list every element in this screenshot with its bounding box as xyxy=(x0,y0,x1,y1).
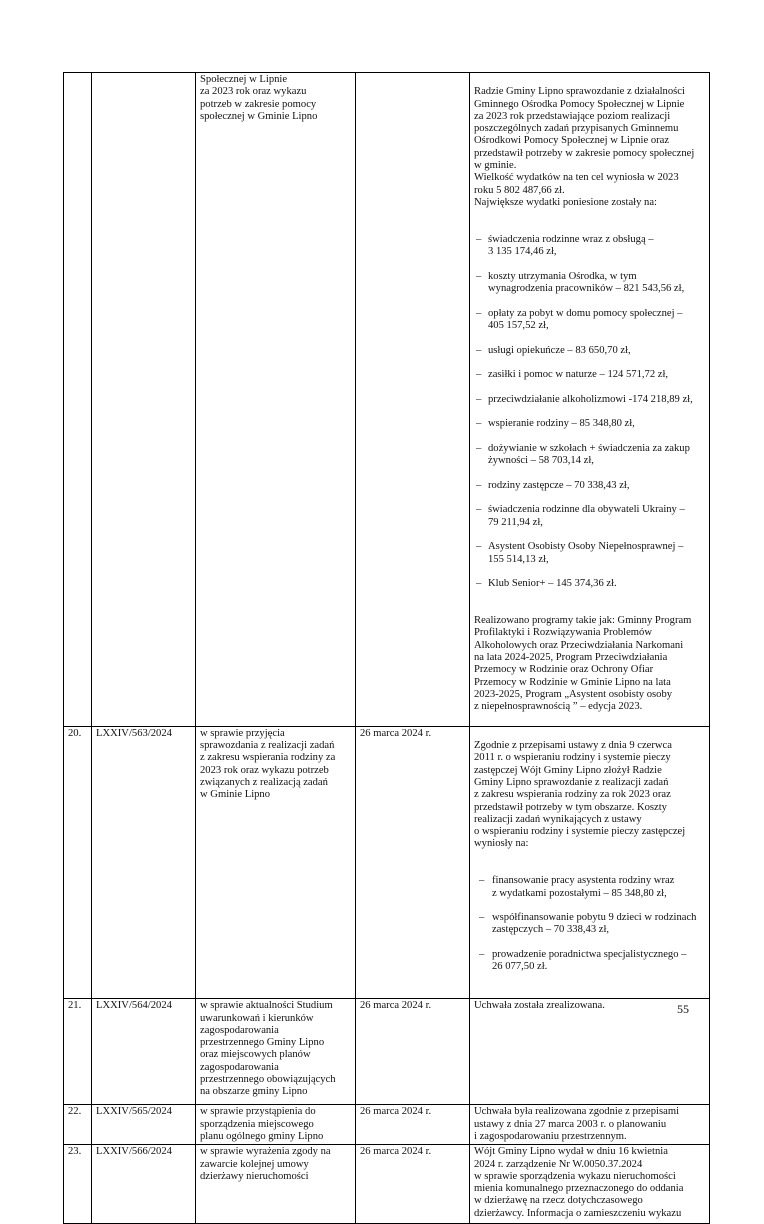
expense-list xyxy=(474,222,706,603)
table-row xyxy=(64,999,710,1105)
description-programs: Realizowano programy takie jak: Gminny Program Profilaktyki i Rozwiązywania Problemów Alkoholowych oraz Przeciwdziałania Narkomani na lata 2024-2025, Program Przeciwdziałania Przemocy w Rodzinie oraz Ochrony Ofiar Przemocy w Rodzinie w Gminie Lipno na lata 2023-2025, Program „Asystent osobisty osoby z niepełnosprawnością ” – edycja 2023. xyxy=(474,615,692,713)
table-row xyxy=(64,726,710,999)
description-intro: Zgodnie z przepisami ustawy z dnia 9 czerwca 2011 r. o wspieraniu rodziny i systemie pieczy zastępczej Wójt Gminy Lipno złożył Radzie Gminy Lipno sprawozdanie z realizacji zadań z zakresu wspierania rodziny za rok 2023 oraz przedstawił potrzeby w tym obszarze. Koszty realizacji zadań wynikających z ustawy o wspieraniu rodziny i systemie pieczy zastępczej wyniosły na: xyxy=(474,740,686,850)
resolution-id: LXXIV/564/2024 xyxy=(92,999,196,1105)
list-item: – usługi opiekuńcze – 83 650,70 zł, xyxy=(474,345,706,357)
list-item: – świadczenia rodzinne dla obywateli Ukrainy – 79 211,94 zł, xyxy=(474,504,706,529)
resolution-date xyxy=(356,73,470,727)
list-item: – opłaty za pobyt w domu pomocy społecznej – 405 157,52 zł, xyxy=(474,308,706,333)
resolution-id: LXXIV/563/2024 xyxy=(92,726,196,999)
resolution-subject: w sprawie aktualności Studium uwarunkowań i kierunków zagospodarowania przestrzennego Gminy Lipno oraz miejscowych planów zagospodarowania przestrzennego obowiązujących na obszarze gminy Lipno xyxy=(196,999,356,1105)
cost-list xyxy=(474,863,706,986)
resolution-subject: w sprawie wyrażenia zgody na zawarcie kolejnej umowy dzierżawy nieruchomości xyxy=(196,1145,356,1224)
realization-description: Uchwała została zrealizowana. xyxy=(470,999,710,1105)
row-number: 21. xyxy=(64,999,92,1105)
row-number: 23. xyxy=(64,1145,92,1224)
list-item: – Asystent Osobisty Osoby Niepełnosprawnej – 155 514,13 zł, xyxy=(474,541,706,566)
list-item: – wspieranie rodziny – 85 348,80 zł, xyxy=(474,418,706,430)
list-item: – współfinansowanie pobytu 9 dzieci w rodzinach zastępczych – 70 338,43 zł, xyxy=(474,912,706,937)
list-item: – Klub Senior+ – 145 374,36 zł. xyxy=(474,578,706,590)
list-item: – dożywianie w szkołach + świadczenia za zakup żywności – 58 703,14 zł, xyxy=(474,443,706,468)
resolution-id xyxy=(92,73,196,727)
list-item: – przeciwdziałanie alkoholizmowi -174 218,89 zł, xyxy=(474,394,706,406)
resolution-subject: Społecznej w Lipnie za 2023 rok oraz wykazu potrzeb w zakresie pomocy społecznej w Gminie Lipno xyxy=(196,73,356,727)
resolution-subject: w sprawie przyjęcia sprawozdania z realizacji zadań z zakresu wspierania rodziny za 2023 rok oraz wykazu potrzeb związanych z realizacją zadań w Gminie Lipno xyxy=(196,726,356,999)
table-row xyxy=(64,1105,710,1145)
resolutions-table xyxy=(63,72,710,1224)
resolution-date: 26 marca 2024 r. xyxy=(356,1105,470,1145)
resolution-id: LXXIV/565/2024 xyxy=(92,1105,196,1145)
list-item: – prowadzenie poradnictwa specjalistycznego – 26 077,50 zł. xyxy=(474,949,706,974)
row-number: 20. xyxy=(64,726,92,999)
row-number: 22. xyxy=(64,1105,92,1145)
description-intro: Radzie Gminy Lipno sprawozdanie z działalności Gminnego Ośrodka Pomocy Społecznej w Lipnie za 2023 rok przedstawiające poziom realizacji poszczególnych zadań przypisanych Gminnemu Ośrodkowi Pomocy Społecznej w Lipnie oraz przedstawił potrzeby w zakresie pomocy społecznej w gminie. Wielkość wydatków na ten cel wyniosła w 2023 roku 5 802 487,66 zł. Największe wydatki poniesione zostały na: xyxy=(474,86,695,208)
resolution-subject: w sprawie przystąpienia do sporządzenia miejscowego planu ogólnego gminy Lipno xyxy=(196,1105,356,1145)
list-item: – zasiłki i pomoc w naturze – 124 571,72 zł, xyxy=(474,369,706,381)
resolution-date: 26 marca 2024 r. xyxy=(356,1145,470,1224)
table-row xyxy=(64,1145,710,1224)
list-item: – świadczenia rodzinne wraz z obsługą – 3 135 174,46 zł, xyxy=(474,234,706,259)
realization-description xyxy=(470,73,710,727)
realization-description xyxy=(470,726,710,999)
realization-description: Wójt Gminy Lipno wydał w dniu 16 kwietnia 2024 r. zarządzenie Nr W.0050.37.2024 w sprawie sporządzenia wykazu nieruchomości mienia komunalnego przeznaczonego do oddania w dzierżawę na rzecz dotychczasowego dzierżawcy. Informacja o zamieszczeniu wykazu xyxy=(470,1145,710,1224)
page-number: 55 xyxy=(677,1002,689,1016)
resolution-date: 26 marca 2024 r. xyxy=(356,999,470,1105)
resolution-id: LXXIV/566/2024 xyxy=(92,1145,196,1224)
list-item: – rodziny zastępcze – 70 338,43 zł, xyxy=(474,480,706,492)
list-item: – koszty utrzymania Ośrodka, w tym wynagrodzenia pracowników – 821 543,56 zł, xyxy=(474,271,706,296)
realization-description: Uchwała była realizowana zgodnie z przepisami ustawy z dnia 27 marca 2003 r. o planowaniu i zagospodarowaniu przestrzennym. xyxy=(470,1105,710,1145)
row-number xyxy=(64,73,92,727)
list-item: – finansowanie pracy asystenta rodziny wraz z wydatkami pozostałymi – 85 348,80 zł, xyxy=(474,875,706,900)
resolution-date: 26 marca 2024 r. xyxy=(356,726,470,999)
table-row xyxy=(64,73,710,727)
